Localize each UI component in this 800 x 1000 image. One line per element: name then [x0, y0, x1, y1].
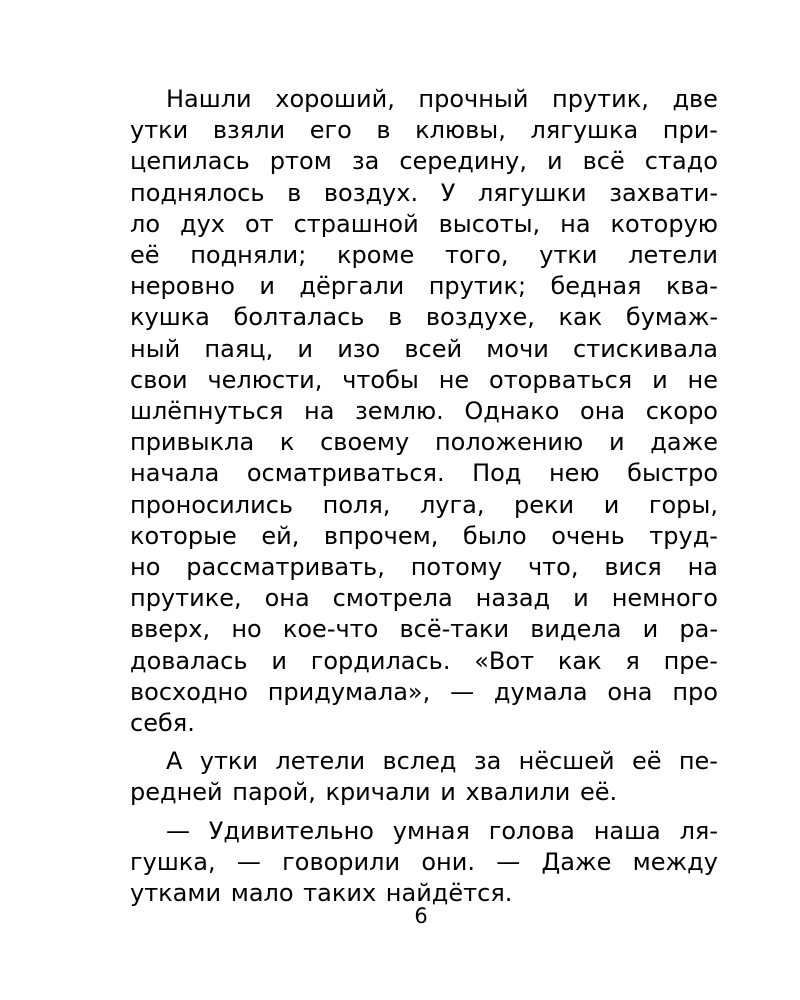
text-line: её подняли; кроме того, утки летели	[130, 241, 718, 270]
text-line: гушка, — говорили они. — Даже между	[130, 847, 718, 876]
paragraph-2	[130, 746, 718, 808]
page-number: 6	[414, 904, 428, 928]
paragraph-1	[130, 84, 718, 739]
text-line: восходно придумала», — думала она про	[130, 677, 718, 706]
text-line: утки взяли его в клювы, лягушка при-	[130, 116, 718, 145]
text-line: шлёпнуться на землю. Однако она скоро	[130, 397, 718, 426]
text-line: начала осматриваться. Под нею быстро	[130, 459, 718, 488]
text-line: редней парой, кричали и хвалили её.	[130, 778, 618, 807]
text-line: вверх, но кое-что всё-таки видела и ра-	[130, 615, 718, 644]
text-line: неровно и дёргали прутик; бедная ква-	[130, 272, 718, 301]
text-line: ло дух от страшной высоты, на которую	[130, 209, 718, 238]
text-line: прутике, она смотрела назад и немного	[130, 584, 718, 613]
text-line: проносились поля, луга, реки и горы,	[130, 490, 718, 519]
text-line: А утки летели вслед за нёсшей её пе-	[166, 747, 718, 776]
text-line: утками мало таких найдётся.	[130, 879, 513, 908]
text-line: себя.	[130, 709, 195, 738]
paragraph-3	[130, 816, 718, 910]
page-body-text	[130, 84, 718, 916]
text-line: цепилась ртом за середину, и всё стадо	[130, 147, 718, 176]
text-line: довалась и гордилась. «Вот как я пре-	[130, 646, 718, 675]
text-line: ный паяц, и изо всей мочи стискивала	[130, 334, 718, 363]
text-line: кушка болталась в воздухе, как бумаж-	[130, 303, 719, 332]
text-line: привыкла к своему положению и даже	[130, 428, 718, 457]
text-line: свои челюсти, чтобы не оторваться и не	[130, 365, 719, 394]
text-line: которые ей, впрочем, было очень труд-	[130, 521, 718, 550]
text-line: но рассматривать, потому что, вися на	[130, 553, 719, 582]
text-line: — Удивительно умная голова наша ля-	[166, 816, 718, 845]
text-line: поднялось в воздух. У лягушки захвати-	[130, 178, 719, 207]
text-line: Нашли хороший, прочный прутик, две	[166, 85, 718, 113]
